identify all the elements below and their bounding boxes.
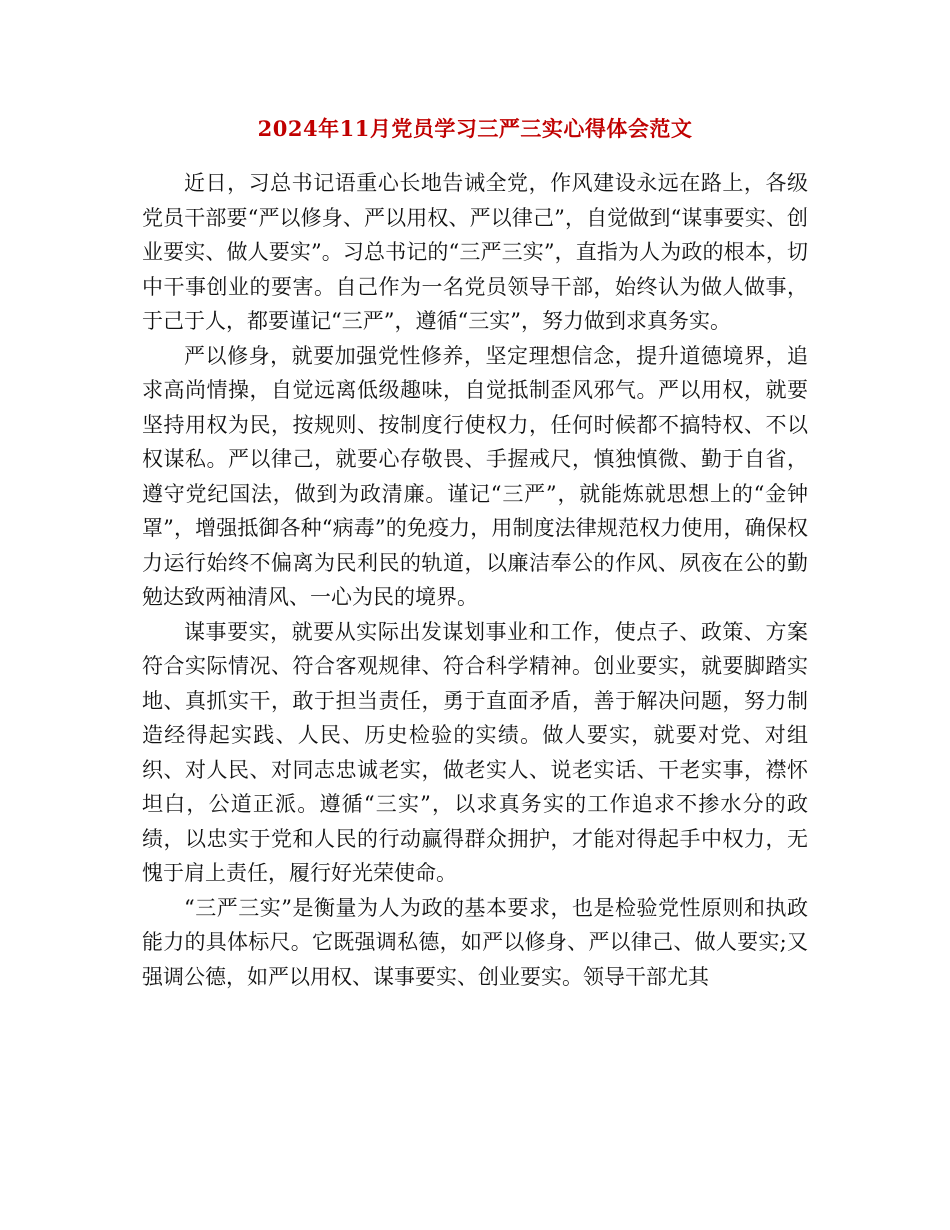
paragraph-2: 严以修身，就要加强党性修养，坚定理想信念，提升道德境界，追求高尚情操，自觉远离低级趣味，自觉抵制歪风邪气。严以用权，就要坚持用权为民，按规则、按制度行使权力，任何时候都不搞特权、不以权谋私。严以律己，就要心存敬畏、手握戒尺，慎独慎微、勤于自省，遵守党纪国法，做到为政清廉。谨记“三严”，就能炼就思想上的“金钟罩”，增强抵御各种“病毒”的免疫力，用制度法律规范权力使用，确保权力运行始终不偏离为民利民的轨道，以廉洁奉公的作风、夙夜在公的勤勉达致两袖清风、一心为民的境界。 [142,343,808,609]
document-title: 2024年11月党员学习三严三实心得体会范文 [257,116,693,141]
paragraph-3: 谋事要实，就要从实际出发谋划事业和工作，使点子、政策、方案符合实际情况、符合客观规律、符合科学精神。创业要实，就要脚踏实地、真抓实干，敢于担当责任，勇于直面矛盾，善于解决问题，努力制造经得起实践、人民、历史检验的实绩。做人要实，就要对党、对组织、对人民、对同志忠诚老实，做老实人、说老实话、干老实事，襟怀坦白，公道正派。遵循“三实”，以求真务实的工作追求不掺水分的政绩，以忠实于党和人民的行动赢得群众拥护，才能对得起手中权力，无愧于肩上责任，履行好光荣使命。 [142,619,808,885]
paragraph-1: 近日，习总书记语重心长地告诫全党，作风建设永远在路上，各级党员干部要“严以修身、严以用权、严以律己”，自觉做到“谋事要实、创业要实、做人要实”。习总书记的“三严三实”，直指为人为政的根本，切中干事创业的要害。自己作为一名党员领导干部，始终认为做人做事，于己于人，都要谨记“三严”，遵循“三实”，努力做到求真务实。 [142,171,808,333]
paragraph-4: “三严三实”是衡量为人为政的基本要求，也是检验党性原则和执政能力的具体标尺。它既强调私德，如严以修身、严以律己、做人要实;又强调公德，如严以用权、谋事要实、创业要实。领导干部尤其 [142,895,808,989]
document-body [142,166,808,994]
